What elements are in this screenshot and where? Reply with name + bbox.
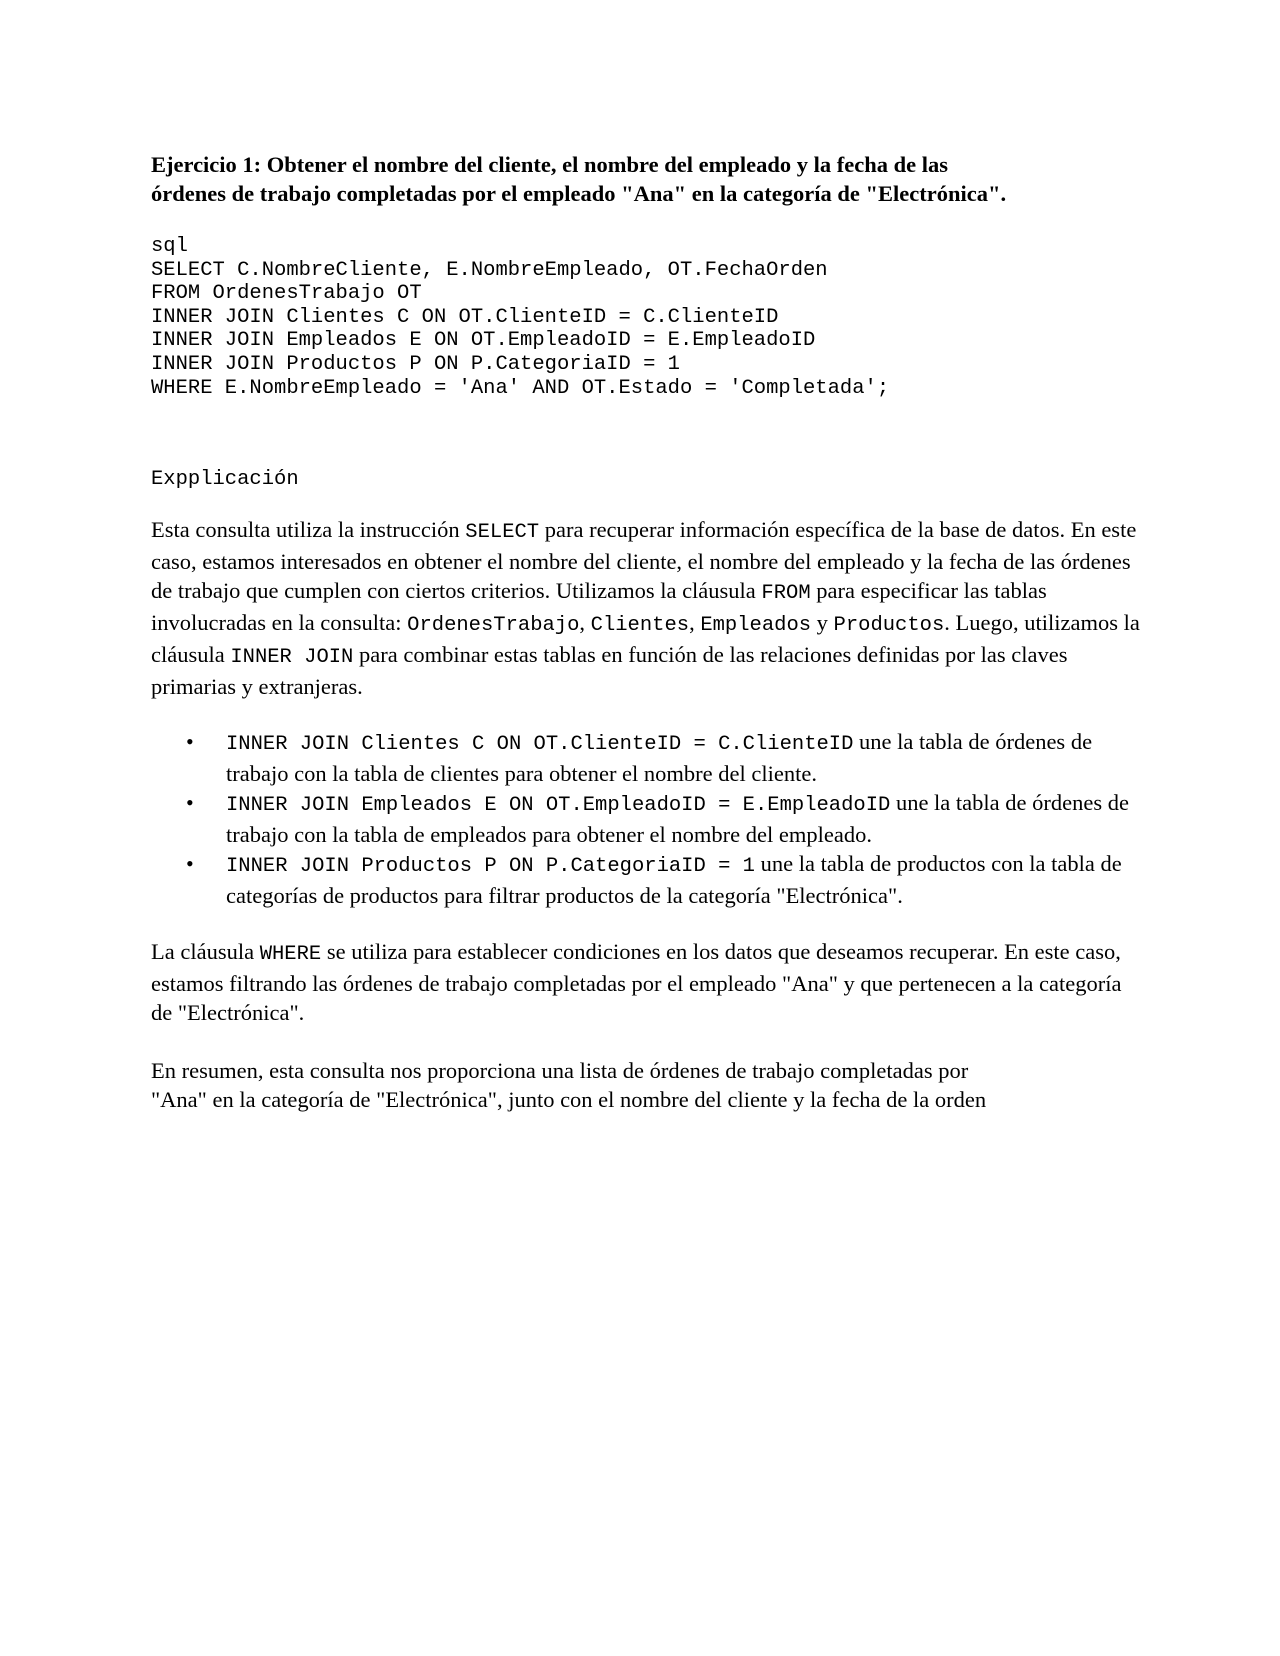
text-run: , <box>579 609 591 635</box>
text-run: se utiliza para establecer condiciones en los datos que deseamos recuperar. En este caso, estamos filtrando las órdenes de trabajo completadas por el empleado "Ana" y que pertenecen a la categoría de "Electrónica". <box>151 938 1122 1025</box>
text-run: y <box>811 609 834 635</box>
list-item <box>226 788 1141 849</box>
inline-code: INNER JOIN <box>230 645 354 669</box>
inline-code: INNER JOIN Empleados E ON OT.EmpleadoID = E.EmpleadoID <box>226 793 891 817</box>
explanation-label: Expplicación <box>151 468 299 492</box>
code-line: INNER JOIN Productos P ON P.CategoriaID = 1 <box>151 352 680 376</box>
where-paragraph <box>151 937 1141 1027</box>
text-run: para especificar las tablas involucradas en la consulta: <box>151 577 1047 635</box>
inline-code: INNER JOIN Clientes C ON OT.ClienteID = C.ClienteID <box>226 732 854 756</box>
inline-code: WHERE <box>259 942 322 966</box>
text-run: , <box>689 609 701 635</box>
inline-code: Clientes <box>590 613 690 637</box>
inline-code: Productos <box>833 613 945 637</box>
list-item <box>226 849 1141 910</box>
summary-line-2: "Ana" en la categoría de "Electrónica", junto con el nombre del cliente y la fecha de la orden <box>151 1086 987 1112</box>
text-run: para recuperar información específica de la base de datos. En este caso, estamos interesados en obtener el nombre del cliente, el nombre del empleado y la fecha de las órdenes de trabajo que cumplen con ciertos criterios. Utilizamos la cláusula <box>151 516 1137 603</box>
text-run: . Luego, utilizamos la cláusula <box>151 609 1140 667</box>
inline-code: Empleados <box>700 613 812 637</box>
explanation-paragraph <box>151 515 1141 701</box>
summary-line-1: En resumen, esta consulta nos proporciona una lista de órdenes de trabajo completadas por <box>151 1057 969 1083</box>
text-run: La cláusula <box>151 938 260 964</box>
inline-code: OrdenesTrabajo <box>407 613 580 637</box>
sql-code-block <box>151 235 1141 400</box>
code-line: INNER JOIN Empleados E ON OT.EmpleadoID = E.EmpleadoID <box>151 329 816 353</box>
code-line: SELECT C.NombreCliente, E.NombreEmpleado, OT.FechaOrden <box>151 258 828 282</box>
inline-code: SELECT <box>465 520 540 544</box>
code-line: FROM OrdenesTrabajo OT <box>151 282 422 306</box>
text-run: Esta consulta utiliza la instrucción <box>151 516 466 542</box>
exercise-title <box>151 150 1141 208</box>
join-bullet-list <box>151 727 1141 910</box>
text-run: une la tabla de órdenes de trabajo con la tabla de empleados para obtener el nombre del empleado. <box>226 789 1129 847</box>
title-line-1: Ejercicio 1: Obtener el nombre del cliente, el nombre del empleado y la fecha de las <box>151 152 948 177</box>
summary-paragraph <box>151 1056 1141 1114</box>
list-item <box>226 727 1141 788</box>
text-run: para combinar estas tablas en función de las relaciones definidas por las claves primarias y extranjeras. <box>151 641 1068 699</box>
text-run: une la tabla de productos con la tabla de categorías de productos para filtrar productos de la categoría "Electrónica". <box>226 850 1122 908</box>
title-line-2: órdenes de trabajo completadas por el empleado "Ana" en la categoría de "Electrónica". <box>151 181 1007 206</box>
code-line: INNER JOIN Clientes C ON OT.ClienteID = C.ClienteID <box>151 305 779 329</box>
inline-code: INNER JOIN Productos P ON P.CategoriaID = 1 <box>226 854 755 878</box>
code-line: WHERE E.NombreEmpleado = 'Ana' AND OT.Estado = 'Completada'; <box>151 376 890 400</box>
document-content <box>151 150 1141 1114</box>
code-language-label: sql <box>151 235 188 258</box>
text-run: une la tabla de órdenes de trabajo con la tabla de clientes para obtener el nombre del cliente. <box>226 728 1093 786</box>
inline-code: FROM <box>761 581 811 605</box>
